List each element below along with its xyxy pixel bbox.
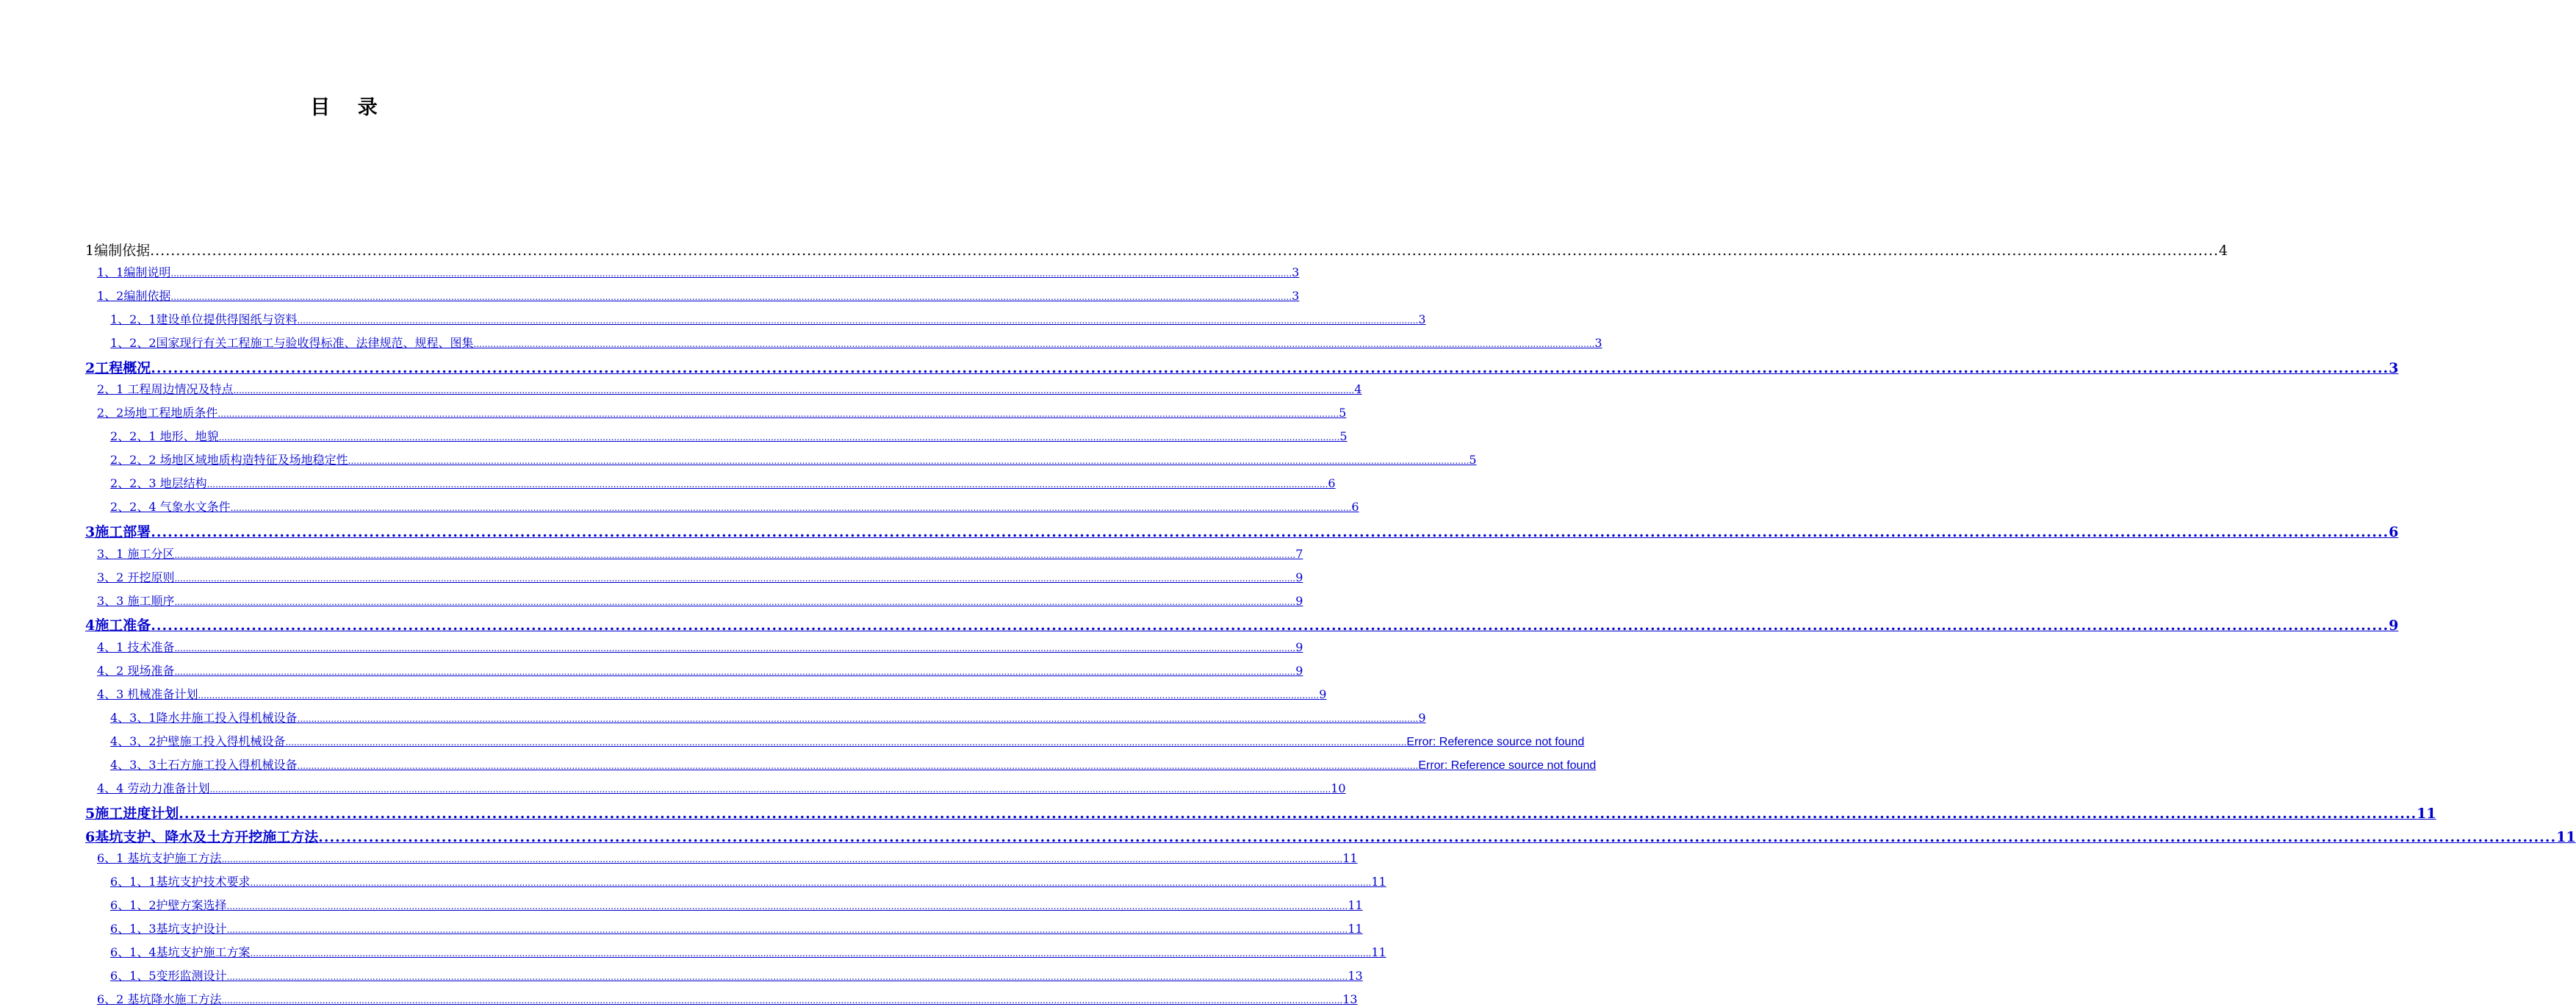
toc-dot-leader: ................................................................................................................................................................................................................................................................................................................................................................................................................ (348, 456, 1469, 467)
toc-dot-leader: ................................................................................................................................................................................................................................................................................................................................................................................................................ (174, 549, 1296, 560)
toc-page-number: 9 (1295, 664, 1303, 678)
toc-entry-label: 4、3、1降水井施工投入得机械设备 (110, 711, 298, 725)
toc-entry[interactable] (97, 287, 1300, 304)
toc-entry-label: 6基坑支护、降水及土方开挖施工方法 (85, 828, 319, 845)
toc-page-number: 9 (1319, 687, 1327, 702)
toc-page-number: 9 (1295, 570, 1303, 584)
toc-entry-label: 2、1 工程周边情况及特点 (97, 382, 234, 397)
toc-dot-leader: ................................................................................................................................................................................................................................................................................................................................................................................................................ (209, 784, 1331, 795)
toc-page-number: 5 (1339, 406, 1347, 420)
toc-dot-leader: ................................................................................................................................................................................................................................................................................................................................................................................................................ (151, 617, 2389, 634)
toc-page-number: 11 (1371, 875, 1386, 889)
toc-entry (85, 240, 2228, 259)
toc-entry-label: 3、3 施工顺序 (97, 593, 175, 608)
toc-entry[interactable] (97, 638, 1303, 655)
toc-entry[interactable] (110, 756, 1597, 773)
toc-entry-label: 1、2编制依据 (97, 288, 171, 303)
toc-entry-label: 4、3、3土石方施工投入得机械设备 (110, 757, 298, 772)
toc-page-number: 6 (1351, 499, 1359, 514)
toc-page-number: 13 (1348, 968, 1363, 983)
toc-entry[interactable] (110, 310, 1426, 327)
toc-entry[interactable] (97, 592, 1303, 609)
toc-entry-label: 5施工进度计划 (85, 805, 179, 822)
toc-entry[interactable] (97, 779, 1346, 796)
toc-entry-label: 3、2 开挖原则 (97, 570, 175, 584)
toc-dot-leader: ................................................................................................................................................................................................................................................................................................................................................................................................................ (150, 243, 2219, 259)
toc-entry-label: 2、2场地工程地质条件 (97, 406, 218, 420)
toc-entry-label: 2、2、2 场地区域地质构造特征及场地稳定性 (110, 453, 348, 467)
toc-dot-leader: ................................................................................................................................................................................................................................................................................................................................................................................................................ (218, 432, 1340, 443)
toc-page-number: 13 (1342, 992, 1358, 1006)
toc-page-number: 3 (1292, 288, 1300, 303)
toc-dot-leader: ................................................................................................................................................................................................................................................................................................................................................................................................................ (174, 667, 1296, 678)
toc-page-number: 11 (2556, 828, 2576, 845)
toc-page-number: 11 (1348, 922, 1363, 936)
toc-reference-error: Error: Reference source not found (1418, 759, 1597, 772)
toc-dot-leader: ................................................................................................................................................................................................................................................................................................................................................................................................................ (170, 291, 1292, 302)
page-title: 目 录 (310, 96, 388, 119)
toc-entry-label: 1编制依据 (85, 243, 151, 259)
toc-entry-label: 3施工部署 (85, 523, 151, 540)
toc-page-number: 11 (1348, 898, 1363, 913)
toc-entry[interactable] (97, 404, 1347, 420)
toc-entry[interactable] (110, 334, 1602, 351)
toc-entry[interactable] (110, 498, 1359, 515)
toc-entry[interactable] (97, 662, 1303, 678)
toc-entry-label: 1、2、1建设单位提供得图纸与资料 (110, 312, 298, 326)
toc-page-number: 6 (1328, 476, 1336, 490)
toc-dot-leader: ................................................................................................................................................................................................................................................................................................................................................................................................................ (297, 315, 1419, 326)
toc-entry-label: 6、1、3基坑支护设计 (110, 922, 227, 936)
toc-page-number: 11 (1342, 851, 1358, 866)
toc-dot-leader: ................................................................................................................................................................................................................................................................................................................................................................................................................ (226, 901, 1348, 912)
toc-entry-label: 4施工准备 (85, 617, 151, 634)
toc-entry[interactable] (97, 990, 1358, 1007)
toc-dot-leader: ................................................................................................................................................................................................................................................................................................................................................................................................................ (233, 385, 1355, 396)
toc-dot-leader: ................................................................................................................................................................................................................................................................................................................................................................................................................ (174, 573, 1296, 584)
toc-dot-leader: ................................................................................................................................................................................................................................................................................................................................................................................................................ (206, 479, 1328, 490)
toc-entry[interactable] (97, 849, 1358, 866)
toc-dot-leader: ................................................................................................................................................................................................................................................................................................................................................................................................................ (179, 805, 2417, 822)
toc-dot-leader: ................................................................................................................................................................................................................................................................................................................................................................................................................ (250, 948, 1372, 958)
toc-entry[interactable] (97, 545, 1303, 562)
toc-entry-label: 6、1 基坑支护施工方法 (97, 851, 222, 866)
toc-entry-label: 3、1 施工分区 (97, 546, 175, 561)
toc-page-number: 9 (1418, 711, 1426, 725)
toc-dot-leader: ................................................................................................................................................................................................................................................................................................................................................................................................................ (221, 854, 1343, 865)
toc-entry-label: 6、1、2护壁方案选择 (110, 898, 227, 913)
toc-entry-label: 1、1编制说明 (97, 265, 171, 279)
toc-entry[interactable] (110, 427, 1348, 444)
toc-dot-leader: ................................................................................................................................................................................................................................................................................................................................................................................................................ (174, 596, 1296, 607)
toc-dot-leader: ................................................................................................................................................................................................................................................................................................................................................................................................................ (221, 995, 1343, 1006)
toc-page-number: 3 (2389, 359, 2399, 376)
toc-entry-label: 6、1、4基坑支护施工方案 (110, 945, 251, 959)
toc-entry[interactable] (110, 451, 1477, 467)
toc-entry[interactable] (110, 872, 1386, 889)
toc-dot-leader: ................................................................................................................................................................................................................................................................................................................................................................................................................ (170, 268, 1292, 279)
toc-entry[interactable] (97, 380, 1362, 397)
toc-reference-error: Error: Reference source not found (1406, 735, 1585, 748)
toc-page-number: 9 (2389, 617, 2399, 634)
toc-dot-leader: ................................................................................................................................................................................................................................................................................................................................................................................................................ (151, 523, 2389, 540)
toc-page-number: 6 (2389, 523, 2399, 540)
toc-entry-label: 4、3 机械准备计划 (97, 687, 198, 702)
toc-dot-leader: ................................................................................................................................................................................................................................................................................................................................................................................................................ (151, 359, 2389, 376)
toc-page-number: 4 (2218, 243, 2228, 259)
toc-dot-leader: ................................................................................................................................................................................................................................................................................................................................................................................................................ (318, 828, 2557, 845)
toc-page-number: 9 (1295, 593, 1303, 608)
toc-entry-label: 2、2、1 地形、地貌 (110, 429, 219, 444)
toc-dot-leader: ................................................................................................................................................................................................................................................................................................................................................................................................................ (174, 643, 1296, 654)
toc-entry[interactable] (97, 263, 1300, 280)
toc-dot-leader: ................................................................................................................................................................................................................................................................................................................................................................................................................ (297, 760, 1419, 771)
toc-page-number: 3 (1418, 312, 1426, 326)
toc-page-number: 10 (1331, 781, 1346, 795)
toc-entry[interactable] (85, 357, 2399, 377)
toc-dot-leader: ................................................................................................................................................................................................................................................................................................................................................................................................................ (226, 925, 1348, 936)
toc-entry-label: 2、2、3 地层结构 (110, 476, 207, 490)
toc-page-number: 11 (2417, 805, 2436, 822)
toc-entry-label: 4、3、2护壁施工投入得机械设备 (110, 734, 286, 748)
toc-entry[interactable] (97, 685, 1327, 702)
toc-entry[interactable] (110, 920, 1363, 936)
toc-dot-leader: ................................................................................................................................................................................................................................................................................................................................................................................................................ (217, 409, 1339, 420)
toc-dot-leader: ................................................................................................................................................................................................................................................................................................................................................................................................................ (226, 971, 1348, 982)
toc-entry-label: 6、1、5变形监测设计 (110, 968, 227, 983)
toc-page-number: 11 (1371, 945, 1386, 959)
toc-entry[interactable] (110, 732, 1585, 749)
toc-entry-label: 4、4 劳动力准备计划 (97, 781, 210, 795)
toc-entry-label: 1、2、2国家现行有关工程施工与验收得标准、法律规范、规程、图集 (110, 335, 474, 350)
toc-entry[interactable] (110, 709, 1426, 725)
toc-entry[interactable] (85, 826, 2576, 846)
toc-page-number: 5 (1339, 429, 1348, 444)
toc-entry-label: 2、2、4 气象水文条件 (110, 499, 231, 514)
toc-dot-leader: ................................................................................................................................................................................................................................................................................................................................................................................................................ (230, 502, 1352, 513)
toc-page-number: 4 (1354, 382, 1362, 397)
toc-entry-label: 2工程概况 (85, 359, 151, 376)
toc-dot-leader: ................................................................................................................................................................................................................................................................................................................................................................................................................ (285, 737, 1407, 748)
toc-dot-leader: ................................................................................................................................................................................................................................................................................................................................................................................................................ (250, 878, 1372, 889)
toc-entry[interactable] (110, 474, 1336, 491)
toc-entry[interactable] (110, 943, 1386, 960)
toc-entry-label: 4、1 技术准备 (97, 640, 175, 655)
toc-entry-label: 6、2 基坑降水施工方法 (97, 992, 222, 1006)
toc-entry-label: 6、1、1基坑支护技术要求 (110, 875, 251, 889)
toc-page-number: 7 (1295, 546, 1303, 561)
toc-entry[interactable] (110, 896, 1363, 913)
toc-entry[interactable] (85, 614, 2399, 634)
toc-dot-leader: ................................................................................................................................................................................................................................................................................................................................................................................................................ (297, 714, 1419, 724)
toc-page-number: 9 (1295, 640, 1303, 655)
toc-page-number: 5 (1469, 453, 1477, 467)
toc-dot-leader: ................................................................................................................................................................................................................................................................................................................................................................................................................ (473, 338, 1595, 349)
toc-dot-leader: ................................................................................................................................................................................................................................................................................................................................................................................................................ (198, 690, 1320, 701)
toc-entry[interactable] (85, 521, 2399, 541)
toc-page-number: 3 (1594, 335, 1602, 350)
toc-entry[interactable] (85, 803, 2436, 823)
toc-page-number: 3 (1292, 265, 1300, 279)
toc-entry[interactable] (97, 568, 1303, 585)
toc-entry[interactable] (110, 967, 1363, 983)
toc-entry-label: 4、2 现场准备 (97, 664, 175, 678)
